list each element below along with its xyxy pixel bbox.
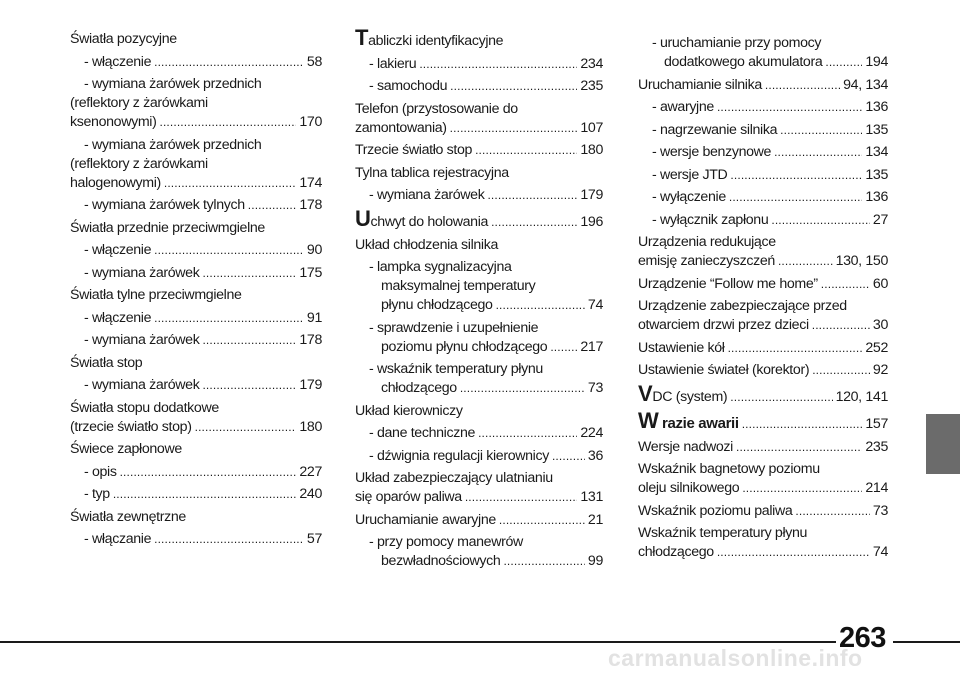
- entry-line: - uruchamianie przy pomocy: [652, 35, 822, 51]
- dot-leader: [728, 339, 863, 358]
- page-number: 263: [839, 622, 886, 654]
- entry-label: otwarciem drzwi przez dzieci: [638, 317, 809, 333]
- entry-label: emisję zanieczyszczeń: [638, 253, 775, 269]
- entry-label: - wersje benzynowe: [652, 144, 772, 160]
- dot-leader: [164, 174, 297, 193]
- entry-line: - wymiana żarówek przednich: [84, 76, 262, 92]
- dot-leader: [825, 53, 862, 72]
- dot-leader: [419, 55, 577, 74]
- page-ref: 214: [865, 480, 888, 496]
- entry-label: - wymiana żarówek: [369, 187, 485, 203]
- entry-label: chłodzącego: [381, 380, 457, 396]
- page-ref: 217: [580, 338, 603, 355]
- entry-label: - samochodu: [369, 78, 448, 94]
- section-letter: T: [355, 25, 369, 50]
- index-subentry: [70, 485, 322, 504]
- entry-label: (trzecie światło stop): [70, 418, 192, 435]
- dot-leader: [154, 309, 304, 328]
- dot-leader: [778, 252, 833, 271]
- page-ref: 120, 141: [835, 389, 888, 405]
- index-entry: [638, 339, 888, 358]
- dot-leader: [550, 338, 577, 357]
- entry-label: - wersje JTD: [652, 166, 728, 183]
- entry-line: maksymalnej temperatury: [381, 278, 536, 294]
- entry-label: - włączenie: [84, 53, 152, 70]
- index-subentry: [355, 319, 603, 357]
- entry-label: poziomu płynu chłodzącego: [381, 338, 548, 355]
- dot-leader: [202, 376, 296, 395]
- entry-label: - lakieru: [369, 55, 417, 72]
- dot-leader: [812, 316, 870, 335]
- entry-label: - włączanie: [84, 531, 152, 547]
- entry-line: (reflektory z żarówkami: [70, 95, 208, 111]
- index-entry: [638, 76, 888, 95]
- entry-label: - wymiana żarówek: [84, 377, 200, 393]
- index-heading: [70, 286, 322, 305]
- page-ref: 74: [872, 544, 888, 560]
- entry-label: - nagrzewanie silnika: [652, 121, 778, 138]
- index-heading: [70, 219, 322, 238]
- page-ref: 240: [299, 486, 322, 502]
- dot-leader: [742, 415, 863, 434]
- dot-leader: [729, 188, 863, 207]
- page-ref: 94, 134: [843, 76, 888, 93]
- entry-line: Wskaźnik temperatury płynu: [638, 525, 808, 541]
- entry-label: Urządzenie “Follow me home”: [638, 275, 818, 292]
- index-entry: [638, 460, 888, 498]
- letter-section-v: [638, 381, 888, 407]
- dot-leader: [771, 211, 870, 230]
- index-subentry: [70, 376, 322, 395]
- index-column-3: [638, 34, 888, 566]
- page-ref: 179: [299, 377, 322, 393]
- dot-leader: [154, 53, 304, 72]
- dot-leader: [812, 361, 870, 380]
- entry-line: - przy pomocy manewrów: [369, 534, 523, 550]
- page-ref: 130, 150: [835, 253, 888, 269]
- entry-label: się oparów paliwa: [355, 489, 462, 505]
- entry-label: Trzecie światło stop: [355, 142, 473, 158]
- page-ref: 135: [865, 166, 888, 183]
- page-ref: 235: [580, 78, 603, 94]
- dot-leader: [460, 379, 585, 398]
- dot-leader: [552, 447, 585, 466]
- dot-leader: [499, 511, 585, 530]
- entry-label: - wymiana żarówek tylnych: [84, 197, 245, 213]
- index-subentry: [355, 55, 603, 74]
- page-ref: 180: [580, 142, 603, 158]
- dot-leader: [202, 264, 296, 283]
- entry-label: płynu chłodzącego: [381, 297, 493, 313]
- index-heading: [355, 402, 603, 421]
- page-ref: 179: [580, 187, 603, 203]
- letter-section-w: [638, 408, 888, 434]
- index-subentry: [70, 53, 322, 72]
- page-ref: 21: [587, 511, 603, 528]
- index-subentry: [70, 264, 322, 283]
- entry-label: - dane techniczne: [369, 425, 476, 441]
- index-entry: [638, 233, 888, 271]
- page-ref: 196: [580, 214, 603, 230]
- entry-label: - opis: [84, 463, 117, 480]
- dot-leader: [113, 485, 297, 504]
- entry-label: Wskaźnik poziomu paliwa: [638, 502, 793, 519]
- page-ref: 135: [865, 121, 888, 138]
- index-subentry: [355, 424, 603, 443]
- entry-label: Wersje nadwozi: [638, 438, 733, 455]
- page-ref: 91: [306, 309, 322, 326]
- index-subentry: [70, 75, 322, 132]
- index-subentry: [355, 360, 603, 398]
- entry-label: - włączenie: [84, 242, 152, 258]
- dot-leader: [765, 76, 840, 95]
- page-ref: 224: [580, 425, 603, 441]
- page-ref: 235: [865, 438, 888, 455]
- entry-label: DC (system): [652, 389, 728, 405]
- index-subentry: [70, 331, 322, 350]
- index-subentry: [355, 447, 603, 466]
- dot-leader: [202, 331, 296, 350]
- section-letter: U: [355, 206, 371, 231]
- index-heading: [70, 30, 322, 49]
- index-heading: [355, 164, 603, 183]
- letter-section-t: [355, 25, 603, 51]
- index-subentry: [70, 463, 322, 482]
- index-subentry: [70, 530, 322, 549]
- dot-leader: [475, 141, 577, 160]
- page-ref: 175: [299, 264, 322, 281]
- entry-label: Układ kierowniczy: [355, 402, 463, 419]
- index-subentry: [638, 188, 888, 207]
- entry-label: Uruchamianie awaryjne: [355, 511, 496, 528]
- index-entry: [638, 275, 888, 294]
- dot-leader: [491, 213, 577, 232]
- index-heading: [70, 440, 322, 459]
- index-entry: [355, 141, 603, 160]
- page-ref: 74: [587, 297, 603, 313]
- page-ref: 36: [587, 447, 603, 464]
- entry-line: Światła stopu dodatkowe: [70, 399, 219, 416]
- entry-label: Światła pozycyjne: [70, 31, 177, 47]
- page-ref: 136: [865, 189, 888, 205]
- page-ref: 234: [580, 55, 603, 72]
- dot-leader: [159, 113, 296, 132]
- entry-label: - wymiana żarówek: [84, 332, 200, 348]
- entry-label: Świece zapłonowe: [70, 441, 182, 457]
- entry-label: chłodzącego: [638, 544, 714, 560]
- page-ref: 73: [872, 502, 888, 519]
- page-ref: 131: [580, 489, 603, 505]
- index-subentry: [638, 34, 888, 72]
- entry-label: zamontowania): [355, 119, 447, 136]
- page-ref: 178: [299, 332, 322, 348]
- entry-label: - dźwignia regulacji kierownicy: [369, 447, 549, 464]
- entry-label: Światła przednie przeciwmgielne: [70, 219, 265, 236]
- entry-line: - sprawdzenie i uzupełnienie: [369, 319, 539, 336]
- index-column-1: [70, 30, 322, 553]
- entry-label: - włączenie: [84, 309, 152, 326]
- dot-leader: [795, 502, 870, 521]
- entry-label: bezwładnościowych: [381, 553, 501, 569]
- entry-line: (reflektory z żarówkami: [70, 155, 208, 172]
- dot-leader: [154, 530, 304, 549]
- index-subentry: [638, 143, 888, 162]
- page-ref: 107: [580, 119, 603, 136]
- index-subentry: [70, 241, 322, 260]
- index-entry: [638, 502, 888, 521]
- entry-label: - wyłączenie: [652, 189, 726, 205]
- dot-leader: [154, 241, 304, 260]
- dot-leader: [496, 296, 585, 315]
- index-subentry: [355, 77, 603, 96]
- entry-label: Ustawienie kół: [638, 339, 725, 356]
- index-subentry: [355, 186, 603, 205]
- index-heading: [355, 236, 603, 255]
- entry-line: - wymiana żarówek przednich: [84, 136, 262, 153]
- page-ref: 30: [872, 317, 888, 333]
- dot-leader: [736, 438, 862, 457]
- dot-leader: [774, 143, 862, 162]
- index-subentry: [638, 121, 888, 140]
- page-ref: 60: [872, 275, 888, 292]
- entry-label: - wymiana żarówek: [84, 264, 200, 281]
- dot-leader: [478, 424, 577, 443]
- page-ref: 194: [865, 54, 888, 70]
- dot-leader: [717, 543, 870, 562]
- index-entry: [638, 438, 888, 457]
- section-letter: W: [638, 408, 659, 433]
- index-entry: [355, 469, 603, 507]
- page-ref: 58: [306, 53, 322, 70]
- page-ref: 157: [865, 416, 888, 432]
- index-subentry: [355, 533, 603, 571]
- entry-label: - wyłącznik zapłonu: [652, 211, 769, 228]
- index-subentry: [70, 196, 322, 215]
- entry-label: ksenonowymi): [70, 114, 157, 130]
- dot-leader: [717, 98, 862, 117]
- entry-label: halogenowymi): [70, 174, 161, 191]
- entry-line: Układ zabezpieczający ulatnianiu: [355, 470, 553, 486]
- page-ref: 180: [299, 418, 322, 435]
- entry-label: Tylna tablica rejestracyjna: [355, 164, 509, 181]
- index-subentry: [70, 136, 322, 193]
- index-subentry: [638, 211, 888, 230]
- letter-section-u: [355, 206, 603, 232]
- entry-label: razie awarii: [662, 415, 739, 432]
- page-ref: 174: [299, 174, 322, 191]
- footer-rule: [893, 641, 960, 643]
- entry-label: dodatkowego akumulatora: [664, 54, 823, 70]
- dot-leader: [503, 552, 584, 571]
- entry-label: Ustawienie świateł (korektor): [638, 362, 810, 378]
- section-thumb-tab: [926, 414, 960, 474]
- index-entry: [355, 100, 603, 138]
- section-letter: V: [638, 381, 653, 406]
- entry-label: oleju silnikowego: [638, 480, 740, 496]
- page-ref: 73: [587, 380, 603, 396]
- entry-line: Telefon (przystosowanie do: [355, 100, 518, 117]
- index-subentry: [70, 309, 322, 328]
- dot-leader: [195, 418, 297, 437]
- entry-label: Światła zewnętrzne: [70, 508, 186, 525]
- dot-leader: [487, 186, 577, 205]
- page-ref: 92: [872, 362, 888, 378]
- index-heading: [70, 508, 322, 527]
- index-entry: [355, 511, 603, 530]
- dot-leader: [120, 463, 297, 482]
- index-heading: [70, 354, 322, 373]
- index-entry: [638, 297, 888, 335]
- dot-leader: [248, 196, 297, 215]
- page-ref: 178: [299, 197, 322, 213]
- entry-label: - awaryjne: [652, 99, 714, 115]
- index-subentry: [638, 166, 888, 185]
- page-ref: 252: [865, 339, 888, 356]
- entry-line: Urządzenia redukujące: [638, 234, 776, 250]
- page-ref: 27: [872, 211, 888, 228]
- dot-leader: [730, 166, 862, 185]
- index-subentry: [638, 98, 888, 117]
- entry-line: - wskaźnik temperatury płynu: [369, 361, 543, 377]
- entry-label: - typ: [84, 486, 110, 502]
- page-ref: 134: [865, 144, 888, 160]
- entry-label: chwyt do holowania: [370, 214, 489, 230]
- dot-leader: [821, 275, 870, 294]
- entry-label: abliczki identyfikacyjne: [368, 33, 504, 49]
- page-ref: 90: [306, 242, 322, 258]
- index-entry: [638, 524, 888, 562]
- page-ref: 57: [306, 531, 322, 547]
- entry-label: Światła stop: [70, 354, 143, 371]
- footer-rule: [0, 641, 836, 643]
- index-subentry: [355, 258, 603, 315]
- watermark: carmanualsonline.info: [608, 645, 863, 671]
- entry-label: Uruchamianie silnika: [638, 76, 762, 93]
- entry-line: - lampka sygnalizacyjna: [369, 259, 512, 275]
- dot-leader: [730, 388, 832, 407]
- index-entry: [70, 399, 322, 437]
- index-entry: [638, 361, 888, 380]
- dot-leader: [780, 121, 862, 140]
- page-ref: 99: [587, 553, 603, 569]
- entry-label: Światła tylne przeciwmgielne: [70, 287, 242, 303]
- dot-leader: [742, 479, 862, 498]
- page-ref: 227: [299, 463, 322, 480]
- entry-line: Urządzenie zabezpieczające przed: [638, 298, 847, 314]
- dot-leader: [450, 119, 578, 138]
- entry-label: Układ chłodzenia silnika: [355, 236, 499, 253]
- page-ref: 170: [299, 114, 322, 130]
- page-ref: 136: [865, 99, 888, 115]
- entry-line: Wskaźnik bagnetowy poziomu: [638, 461, 820, 477]
- dot-leader: [465, 488, 578, 507]
- index-column-2: [355, 25, 603, 575]
- dot-leader: [450, 77, 577, 96]
